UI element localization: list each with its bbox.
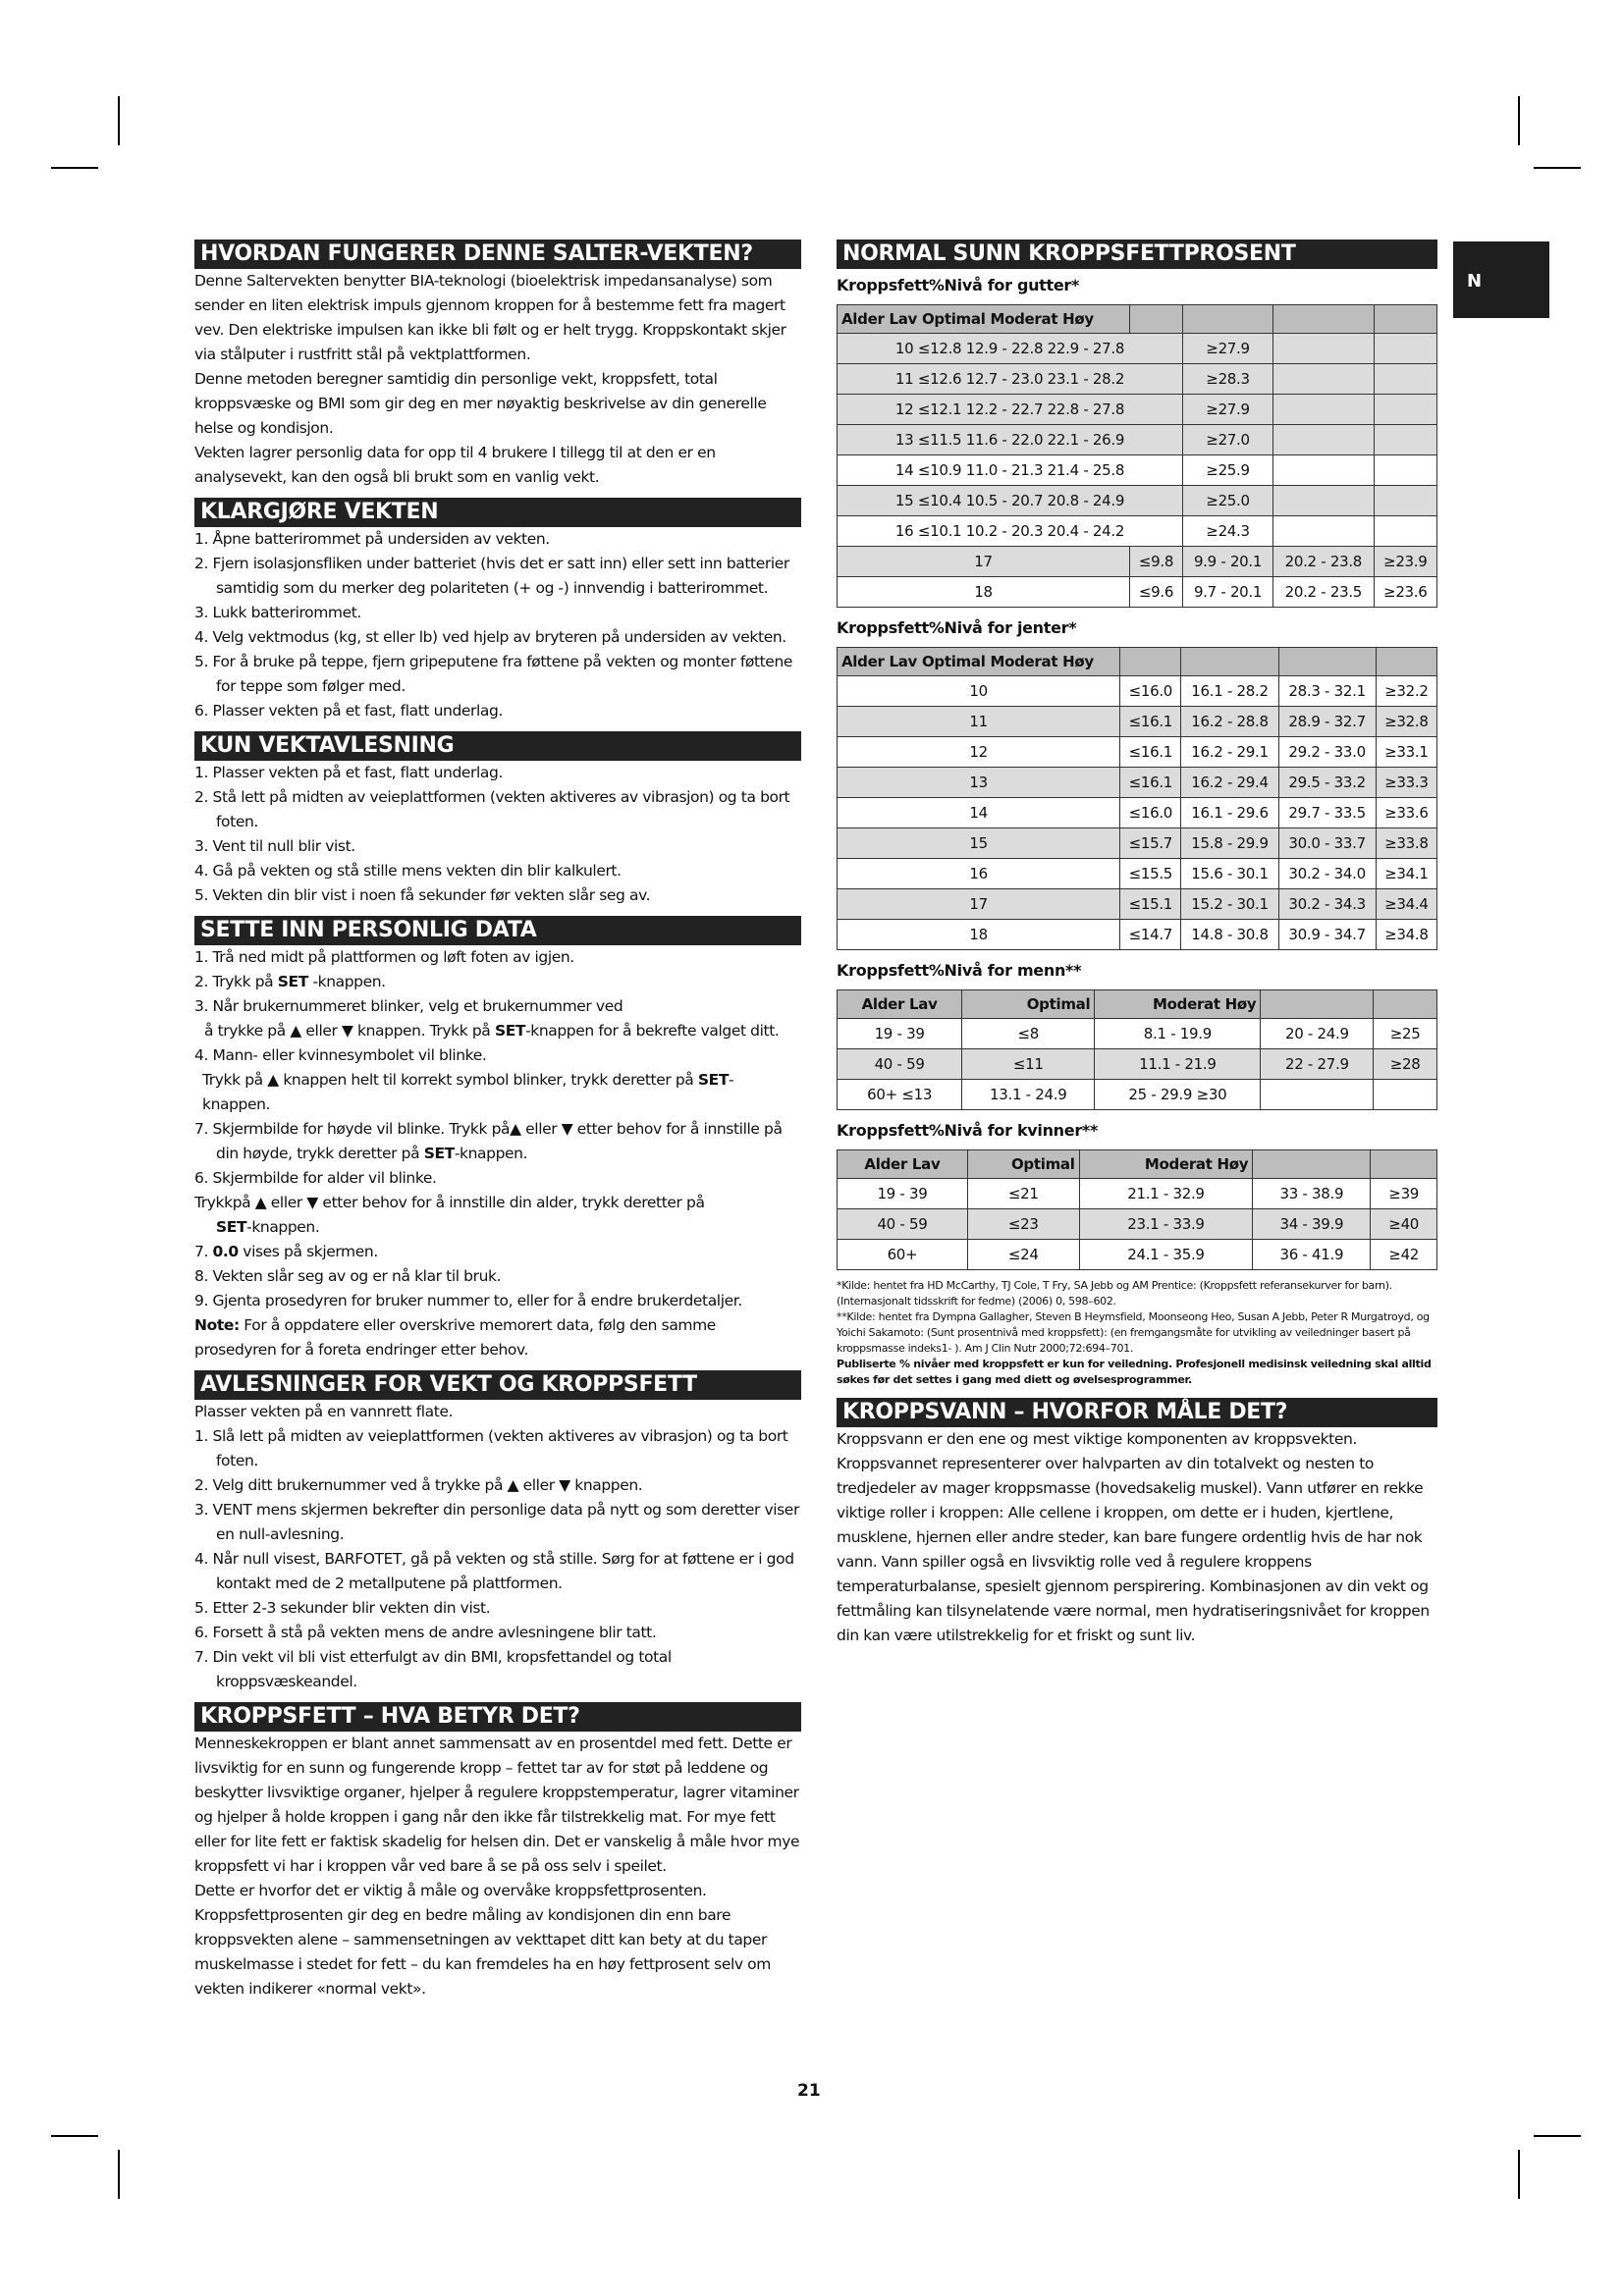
table-title-boys: Kroppsfett%Nivå for gutter* — [837, 276, 1080, 294]
table-cell — [1273, 486, 1374, 516]
table-row — [838, 486, 1437, 516]
table-cell: ≥39 — [1371, 1179, 1437, 1209]
table-cell — [1273, 395, 1374, 425]
table-row — [838, 395, 1437, 425]
table-cell: ≥24.3 — [1182, 516, 1272, 547]
list-item: 2. Stå lett på midten av veieplattformen (vekten aktiveres av vibrasjon) og ta bort foten. — [194, 788, 790, 830]
table-row — [838, 1080, 1437, 1110]
table-cell: 11 — [838, 707, 1120, 737]
table-cell: ≤16.1 — [1120, 707, 1181, 737]
table-cell: 30.2 - 34.0 — [1278, 859, 1376, 889]
table-row — [838, 425, 1437, 455]
table-cell: 20 - 24.9 — [1261, 1019, 1374, 1049]
table-header: Moderat Høy — [1079, 1150, 1253, 1179]
crop-mark-top-right-v — [1518, 96, 1520, 145]
table-cell: 9.9 - 20.1 — [1182, 547, 1272, 577]
table-cell: ≥34.8 — [1376, 920, 1436, 950]
paragraph: Denne Saltervekten benytter BIA-teknologi (bioelektrisk impedansanalyse) som sender en liten elektrisk impuls gjennom kroppen for å bestemme fett fra magert vev. Den elektriske impulsen kan ikke bli følt og er helt trygg. Kroppskontakt skjer via stålputer i rustfritt stål på vektplattformen. — [194, 272, 786, 363]
table-cell: ≥32.8 — [1376, 707, 1436, 737]
table-cell — [1374, 486, 1436, 516]
table-header — [1129, 305, 1182, 334]
list-item: 8. Vekten slår seg av og er nå klar til bruk. — [194, 1267, 502, 1285]
list-item: 4. Velg vektmodus (kg, st eller lb) ved hjelp av bryteren på undersiden av vekten. — [194, 628, 786, 646]
table-cell: 29.2 - 33.0 — [1278, 737, 1376, 768]
paragraph: Kroppsvann er den ene og mest viktige komponenten av kroppsvekten. Kroppsvannet representerer over halvparten av din totalvekt og nesten to tredjedeler av mager kroppsmasse (hovedsakelig muskel). Vann utfører en rekke viktige roller i kroppen: Alle cellene i kroppen, om dette er i huden, kjertlene, musklene, hjernen eller andre steder, kan bare fungere ordentlig hvis de har nok vann. Vann spiller også en livsviktig rolle ved å regulere kroppens temperaturbalanse, spesielt gjennom perspirering. Kombinasjonen av din vekt og fettmåling kan tilsynelatende være normal, men hydratiseringsnivået for kroppen din kan være utilstrekkelig for et friskt og sunt liv. — [837, 1430, 1430, 1644]
table-cell: ≤8 — [962, 1019, 1095, 1049]
table-cell: 40 - 59 — [838, 1049, 962, 1080]
table-cell: ≤24 — [967, 1240, 1079, 1270]
table-cell: 30.9 - 34.7 — [1278, 920, 1376, 950]
table-row — [838, 577, 1437, 608]
list-item-continuation: SET-knappen. — [216, 1218, 320, 1236]
table-row — [838, 455, 1437, 486]
list-item: 6. Plasser vekten på et fast, flatt underlag. — [194, 702, 503, 720]
table-cell: ≥28.3 — [1182, 364, 1272, 395]
table-row — [838, 889, 1437, 920]
list-item-continuation: å trykke på ▲ eller ▼ knappen. Trykk på SET-knappen for å bekrefte valget ditt. — [204, 1022, 780, 1040]
list-item: 2. Velg ditt brukernummer ved å trykke på ▲ eller ▼ knappen. — [194, 1476, 643, 1494]
paragraph: Menneskekroppen er blant annet sammensatt av en prosentdel med fett. Dette er livsviktig for en sunn og fungerende kropp – fettet tar av for støt på leddene og beskytter livsviktige organer, hjelper å regulere kroppstemperatur, lagrer vitaminer og hjelper å holde kroppen i gang når den ikke får tilstrekkelig mat. For mye fett eller for lite fett er faktisk skadelig for helsen din. Det er vanskelig å måle hvor mye kroppsfett vi har i kroppen vår ved bare å se på oss selv i speilet. — [194, 1735, 800, 1875]
page-number: 21 — [797, 2081, 821, 2101]
table-row — [838, 516, 1437, 547]
table-cell: 33 - 38.9 — [1253, 1179, 1371, 1209]
right-column — [837, 240, 1437, 1648]
footnote: **Kilde: hentet fra Dympna Gallagher, Steven B Heymsfield, Moonseong Heo, Susan A Jebb, Peter R Murgatroyd, og Yoichi Sakamoto: (Sunt prosentnivå med kroppsfett): (en fremgangsmåte for utvikling av veiledninger basert på kroppsmasse indeks1- ). Am J Clin Nutr 2000;72:694–701. — [837, 1310, 1430, 1355]
list-item: 6. Skjermbilde for alder vil blinke. — [194, 1169, 437, 1187]
table-cell: 18 — [838, 920, 1120, 950]
table-cell: 14 ≤10.9 11.0 - 21.3 21.4 - 25.8 — [838, 455, 1183, 486]
table-header — [1273, 305, 1374, 334]
table-cell — [1374, 334, 1436, 364]
table-row — [838, 737, 1437, 768]
list-item: 3. Vent til null blir vist. — [194, 837, 355, 855]
table-cell: 19 - 39 — [838, 1019, 962, 1049]
table-cell: ≥23.9 — [1374, 547, 1436, 577]
list-item-continuation: Trykk på ▲ knappen helt til korrekt symbol blinker, trykk deretter på SET-knappen. — [202, 1071, 734, 1113]
table-cell: 10 ≤12.8 12.9 - 22.8 22.9 - 27.8 — [838, 334, 1183, 364]
table-cell: ≤9.8 — [1129, 547, 1182, 577]
table-cell: ≥33.6 — [1376, 798, 1436, 828]
table-cell: 8.1 - 19.9 — [1095, 1019, 1261, 1049]
table-cell: 14.8 - 30.8 — [1181, 920, 1278, 950]
table-cell: 16.2 - 28.8 — [1181, 707, 1278, 737]
list-item: 1. Trå ned midt på plattformen og løft foten av igjen. — [194, 948, 574, 966]
footnote: *Kilde: hentet fra HD McCarthy, TJ Cole, T Fry, SA Jebb og AM Prentice: (Kroppsfett referansekurver for barn). (Internasjonalt tidsskrift for fedme) (2006) 0, 598–602. — [837, 1279, 1392, 1308]
table-cell: ≤16.0 — [1120, 676, 1181, 707]
table-cell: 12 ≤12.1 12.2 - 22.7 22.8 - 27.8 — [838, 395, 1183, 425]
table-header — [1261, 990, 1374, 1019]
table-cell: ≥25 — [1374, 1019, 1437, 1049]
table-cell: ≥32.2 — [1376, 676, 1436, 707]
table-cell: ≤16.1 — [1120, 737, 1181, 768]
table-cell: 17 — [838, 547, 1130, 577]
crop-mark-bottom-left-v — [118, 2150, 120, 2199]
section-heading-body-fat: KROPPSFETT – HVA BETYR DET? — [194, 1702, 801, 1732]
table-row — [838, 768, 1437, 798]
men-table — [837, 989, 1437, 1110]
table-cell: ≤16.0 — [1120, 798, 1181, 828]
list-item: 3. Når brukernummeret blinker, velg et brukernummer ved — [194, 997, 623, 1015]
table-cell: 16 ≤10.1 10.2 - 20.3 20.4 - 24.2 — [838, 516, 1183, 547]
table-row — [838, 676, 1437, 707]
table-header — [1371, 1150, 1437, 1179]
table-cell: 10 — [838, 676, 1120, 707]
table-cell: ≥34.1 — [1376, 859, 1436, 889]
table-cell: ≤11 — [962, 1049, 1095, 1080]
section-heading-how-it-works: HVORDAN FUNGERER DENNE SALTER-VEKTEN? — [194, 240, 801, 269]
table-cell — [1374, 516, 1436, 547]
table-cell — [1374, 395, 1436, 425]
list-item-continuation: Trykkpå ▲ eller ▼ etter behov for å innstille din alder, trykk deretter på — [194, 1194, 705, 1211]
table-header: Alder Lav — [838, 1150, 968, 1179]
list-item: 4. Gå på vekten og stå stille mens vekten din blir kalkulert. — [194, 862, 622, 880]
table-cell — [1374, 364, 1436, 395]
table-cell: ≥27.9 — [1182, 334, 1272, 364]
table-cell: 15.2 - 30.1 — [1181, 889, 1278, 920]
table-cell: 16.2 - 29.4 — [1181, 768, 1278, 798]
list-item: 1. Plasser vekten på et fast, flatt underlag. — [194, 764, 503, 781]
table-cell: 25 - 29.9 ≥30 — [1095, 1080, 1261, 1110]
table-cell: ≥33.1 — [1376, 737, 1436, 768]
list-item: 4. Når null visest, BARFOTET, gå på vekten og stå stille. Sørg for at føttene er i god kontakt med de 2 metallputene på plattformen. — [194, 1550, 794, 1592]
table-cell: 11 ≤12.6 12.7 - 23.0 23.1 - 28.2 — [838, 364, 1183, 395]
section-heading-body-water: KROPPSVANN – HVORFOR MÅLE DET? — [837, 1398, 1437, 1427]
table-cell: ≤23 — [967, 1209, 1079, 1240]
section-heading-weight-only: KUN VEKTAVLESNING — [194, 731, 801, 761]
list-item: 5. For å bruke på teppe, fjern gripeputene fra føttene på vekten og monter føttene for teppe som følger med. — [194, 653, 793, 695]
table-cell — [1273, 425, 1374, 455]
left-column — [194, 240, 801, 2002]
table-header: Alder Lav — [838, 990, 962, 1019]
list-item: 3. VENT mens skjermen bekrefter din personlige data på nytt og som deretter viser en null-avlesning. — [194, 1501, 799, 1543]
list-item: 6. Forsett å stå på vekten mens de andre avlesningene blir tatt. — [194, 1624, 657, 1641]
girls-table — [837, 647, 1437, 950]
paragraph: Denne metoden beregner samtidig din personlige vekt, kroppsfett, total kroppsvæske og BMI som gir deg en mer nøyaktig beskrivelse av din generelle helse og kondisjon. — [194, 370, 767, 437]
note: Note: For å oppdatere eller overskrive memorert data, følg den samme prosedyren for å foreta endringer etter behov. — [194, 1316, 716, 1359]
paragraph: Kroppsfettprosenten gir deg en bedre måling av kondisjonen din enn bare kroppsvekten alene – sammensetningen av vekttapet ditt kan bety at du taper muskelmasse i stedet for fett – du kan fremdeles ha en høy fettprosent selv om vekten indikerer «normal vekt». — [194, 1906, 771, 1998]
list-item: 7. Din vekt vil bli vist etterfulgt av din BMI, kropsfettandel og total kroppsvæskeandel. — [194, 1648, 672, 1690]
language-tab — [1453, 241, 1549, 318]
table-cell: ≥33.8 — [1376, 828, 1436, 859]
table-cell: 21.1 - 32.9 — [1079, 1179, 1253, 1209]
section-heading-readings: AVLESNINGER FOR VEKT OG KROPPSFETT — [194, 1370, 801, 1400]
table-cell — [1273, 364, 1374, 395]
table-row — [838, 1179, 1437, 1209]
paragraph: Plasser vekten på en vannrett flate. — [194, 1403, 454, 1420]
table-cell: ≥27.0 — [1182, 425, 1272, 455]
table-cell: 11.1 - 21.9 — [1095, 1049, 1261, 1080]
crop-mark-top-left-h — [51, 167, 98, 169]
paragraph: Dette er hvorfor det er viktig å måle og overvåke kroppsfettprosenten. — [194, 1882, 707, 1899]
list-item: 5. Vekten din blir vist i noen få sekunder før vekten slår seg av. — [194, 886, 651, 904]
table-row — [838, 798, 1437, 828]
women-table — [837, 1149, 1437, 1270]
table-cell: 14 — [838, 798, 1120, 828]
table-cell: 15 — [838, 828, 1120, 859]
section-heading-prepare: KLARGJØRE VEKTEN — [194, 498, 801, 527]
disclaimer: Publiserte % nivåer med kroppsfett er kun for veiledning. Profesjonell medisinsk veiledning skal alltid søkes før det settes i gang med diett og øvelsesprogrammer. — [837, 1358, 1432, 1386]
table-cell: 30.0 - 33.7 — [1278, 828, 1376, 859]
table-row — [838, 334, 1437, 364]
table-header — [1182, 305, 1272, 334]
list-item: 1. Åpne batterirommet på undersiden av vekten. — [194, 530, 550, 548]
table-cell: 34 - 39.9 — [1253, 1209, 1371, 1240]
table-cell: ≤9.6 — [1129, 577, 1182, 608]
table-row — [838, 1240, 1437, 1270]
table-cell — [1374, 455, 1436, 486]
table-cell: ≥23.6 — [1374, 577, 1436, 608]
table-cell: ≥40 — [1371, 1209, 1437, 1240]
table-header: Alder Lav Optimal Moderat Høy — [838, 648, 1120, 676]
table-cell: 16 — [838, 859, 1120, 889]
table-cell: 29.7 - 33.5 — [1278, 798, 1376, 828]
table-cell: 16.1 - 28.2 — [1181, 676, 1278, 707]
table-row — [838, 920, 1437, 950]
table-cell: ≤15.1 — [1120, 889, 1181, 920]
table-cell: 60+ — [838, 1240, 968, 1270]
list-item: 7. 0.0 vises på skjermen. — [194, 1243, 378, 1260]
table-cell: ≥33.3 — [1376, 768, 1436, 798]
table-cell: 28.9 - 32.7 — [1278, 707, 1376, 737]
table-cell — [1261, 1080, 1374, 1110]
list-item: 2. Trykk på SET -knappen. — [194, 973, 386, 990]
table-cell: ≤15.7 — [1120, 828, 1181, 859]
table-cell: ≥28 — [1374, 1049, 1437, 1080]
table-row — [838, 547, 1437, 577]
table-title-men: Kroppsfett%Nivå for menn** — [837, 961, 1082, 980]
list-item: 7. Skjermbilde for høyde vil blinke. Trykk på▲ eller ▼ etter behov for å innstille på din høyde, trykk deretter på SET-knappen. — [194, 1120, 783, 1162]
table-cell: 19 - 39 — [838, 1179, 968, 1209]
table-cell: ≤21 — [967, 1179, 1079, 1209]
table-cell: ≥42 — [1371, 1240, 1437, 1270]
table-cell: ≥25.9 — [1182, 455, 1272, 486]
list-item: 4. Mann- eller kvinnesymbolet vil blinke. — [194, 1046, 487, 1064]
table-cell — [1273, 455, 1374, 486]
table-row — [838, 364, 1437, 395]
table-header: Moderat Høy — [1095, 990, 1261, 1019]
table-cell: ≥27.9 — [1182, 395, 1272, 425]
table-cell: 15.8 - 29.9 — [1181, 828, 1278, 859]
table-cell: 13 — [838, 768, 1120, 798]
paragraph: Vekten lagrer personlig data for opp til 4 brukere I tillegg til at den er en analysevekt, kan den også bli brukt som en vanlig vekt. — [194, 444, 716, 486]
table-cell: 36 - 41.9 — [1253, 1240, 1371, 1270]
list-item: 2. Fjern isolasjonsfliken under batteriet (hvis det er satt inn) eller sett inn batterier samtidig som du merker deg polariteten (+ og -) innvendig i batterirommet. — [194, 555, 789, 597]
table-cell: 15.6 - 30.1 — [1181, 859, 1278, 889]
list-item: 5. Etter 2-3 sekunder blir vekten din vist. — [194, 1599, 491, 1617]
table-row — [838, 1049, 1437, 1080]
section-heading-normal-body-fat: NORMAL SUNN KROPPSFETTPROSENT — [837, 240, 1437, 269]
table-cell: 15 ≤10.4 10.5 - 20.7 20.8 - 24.9 — [838, 486, 1183, 516]
section-heading-personal-data: SETTE INN PERSONLIG DATA — [194, 916, 801, 945]
table-cell: 22 - 27.9 — [1261, 1049, 1374, 1080]
table-header — [1374, 305, 1436, 334]
table-cell: ≤14.7 — [1120, 920, 1181, 950]
table-cell: 13 ≤11.5 11.6 - 22.0 22.1 - 26.9 — [838, 425, 1183, 455]
table-row — [838, 707, 1437, 737]
table-cell: 13.1 - 24.9 — [962, 1080, 1095, 1110]
table-cell: 40 - 59 — [838, 1209, 968, 1240]
table-header — [1181, 648, 1278, 676]
list-item: 3. Lukk batterirommet. — [194, 604, 361, 621]
table-cell: 16.2 - 29.1 — [1181, 737, 1278, 768]
crop-mark-top-left-v — [118, 96, 120, 145]
table-cell — [1273, 334, 1374, 364]
list-item: 9. Gjenta prosedyren for bruker nummer to, eller for å endre brukerdetaljer. — [194, 1292, 742, 1309]
boys-table — [837, 304, 1437, 608]
table-header: Alder Lav Optimal Moderat Høy — [838, 305, 1130, 334]
table-cell: 23.1 - 33.9 — [1079, 1209, 1253, 1240]
table-row — [838, 1209, 1437, 1240]
table-row — [838, 859, 1437, 889]
table-title-girls: Kroppsfett%Nivå for jenter* — [837, 618, 1077, 637]
table-cell: ≤16.1 — [1120, 768, 1181, 798]
table-cell: 60+ ≤13 — [838, 1080, 962, 1110]
table-header — [1120, 648, 1181, 676]
crop-mark-bottom-left-h — [51, 2135, 98, 2137]
table-cell: 12 — [838, 737, 1120, 768]
table-cell — [1374, 425, 1436, 455]
table-cell: 16.1 - 29.6 — [1181, 798, 1278, 828]
table-header — [1253, 1150, 1371, 1179]
table-row — [838, 1019, 1437, 1049]
crop-mark-top-right-h — [1534, 167, 1581, 169]
list-item: 1. Slå lett på midten av veieplattformen (vekten aktiveres av vibrasjon) og ta bort foten. — [194, 1427, 788, 1469]
language-tab-label: N — [1467, 271, 1483, 292]
table-cell: ≤15.5 — [1120, 859, 1181, 889]
table-cell: 20.2 - 23.8 — [1273, 547, 1374, 577]
table-cell: 20.2 - 23.5 — [1273, 577, 1374, 608]
table-cell: 29.5 - 33.2 — [1278, 768, 1376, 798]
crop-mark-bottom-right-v — [1518, 2150, 1520, 2199]
table-cell: 28.3 - 32.1 — [1278, 676, 1376, 707]
table-header — [1376, 648, 1436, 676]
table-header — [1374, 990, 1437, 1019]
table-title-women: Kroppsfett%Nivå for kvinner** — [837, 1121, 1099, 1140]
table-cell: ≥34.4 — [1376, 889, 1436, 920]
table-header — [1278, 648, 1376, 676]
table-cell — [1374, 1080, 1437, 1110]
table-cell: ≥25.0 — [1182, 486, 1272, 516]
table-cell: 18 — [838, 577, 1130, 608]
table-cell: 17 — [838, 889, 1120, 920]
crop-mark-bottom-right-h — [1534, 2135, 1581, 2137]
table-row — [838, 828, 1437, 859]
table-cell: 24.1 - 35.9 — [1079, 1240, 1253, 1270]
table-cell — [1273, 516, 1374, 547]
table-header: Optimal — [967, 1150, 1079, 1179]
table-cell: 30.2 - 34.3 — [1278, 889, 1376, 920]
table-cell: 9.7 - 20.1 — [1182, 577, 1272, 608]
table-header: Optimal — [962, 990, 1095, 1019]
